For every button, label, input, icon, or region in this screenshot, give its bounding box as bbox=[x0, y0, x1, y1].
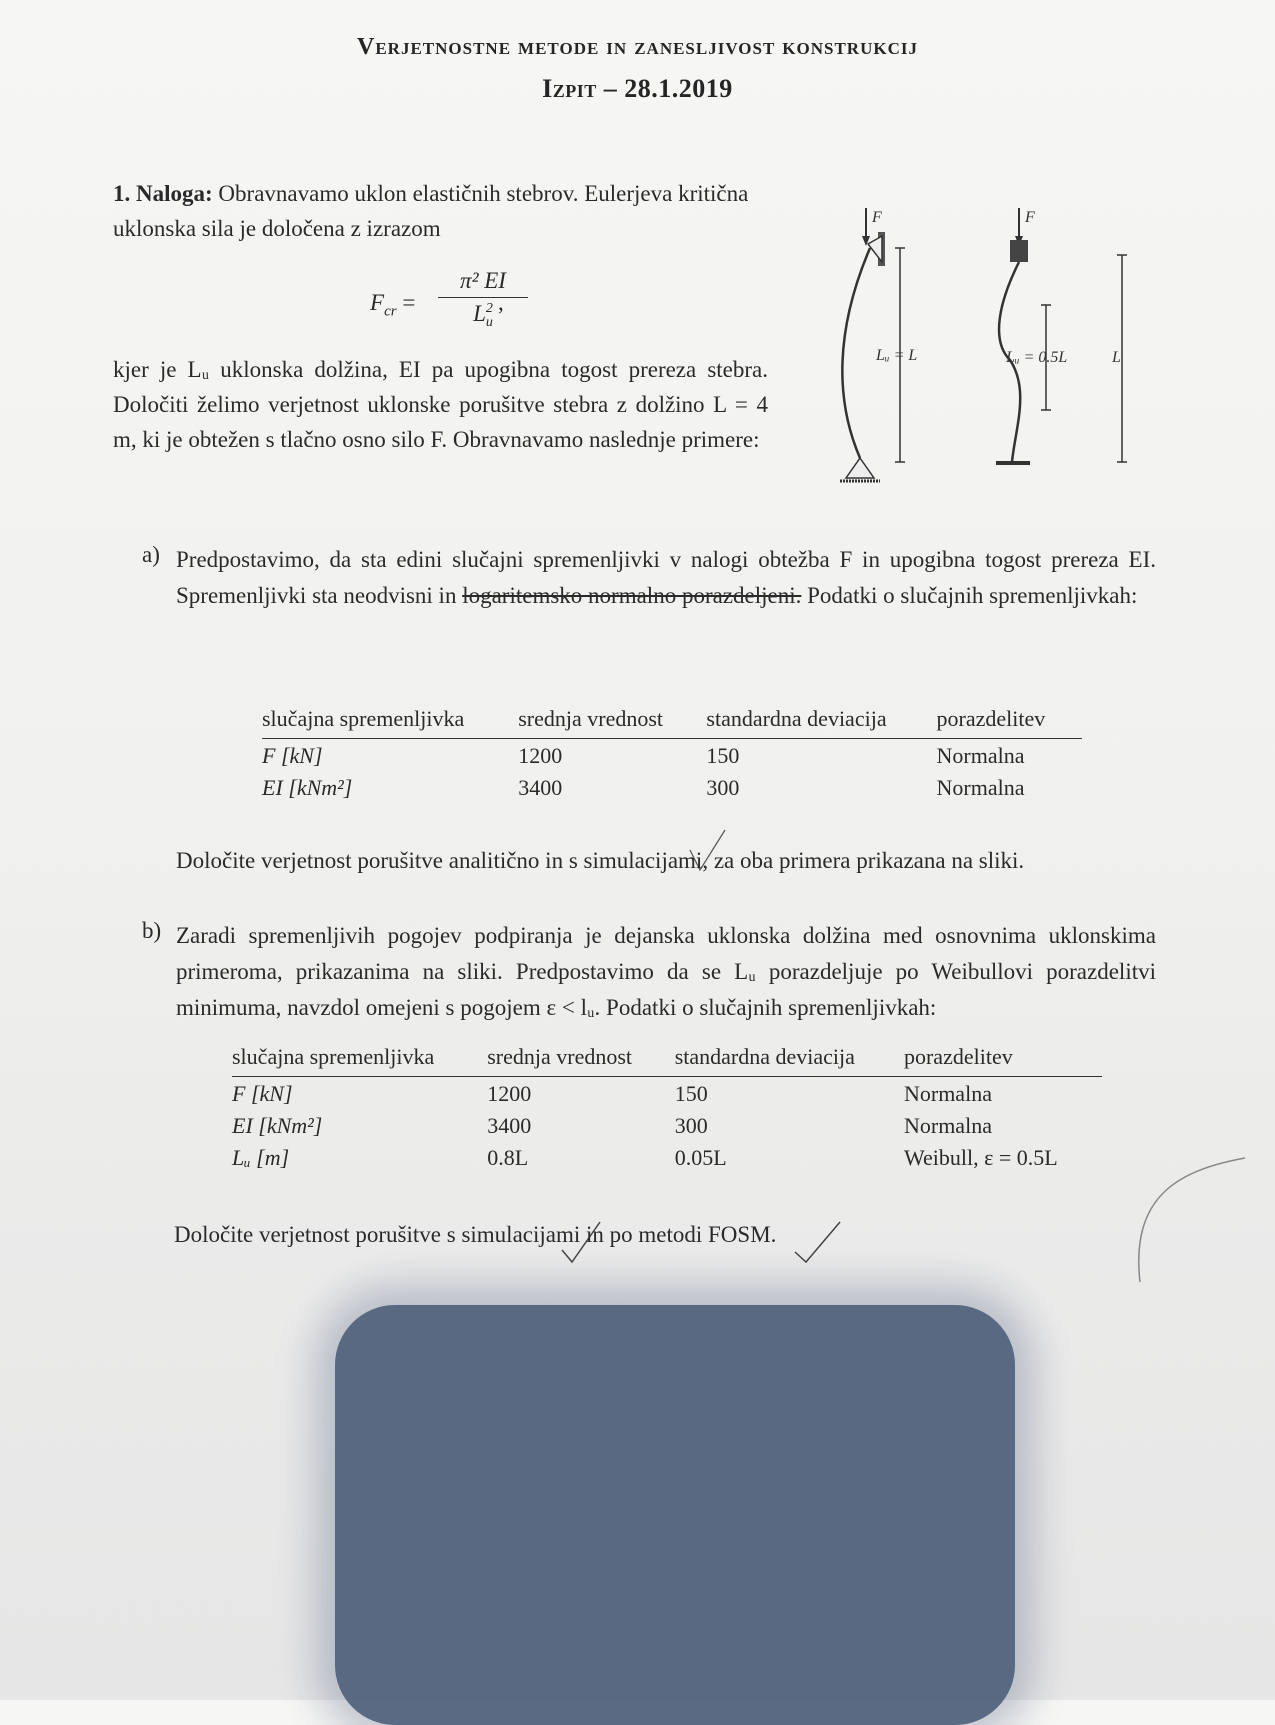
load-label-2: F bbox=[1025, 209, 1035, 226]
table-header-row bbox=[232, 1040, 1102, 1077]
col-std: standardna deviacija bbox=[675, 1040, 904, 1077]
task-intro-text: Obravnavamo uklon elastičnih stebrov. Eulerjeva kritična uklonska sila je določena z izrazom bbox=[113, 181, 749, 241]
col-variable: slučajna spremenljivka bbox=[232, 1040, 487, 1077]
formula-lhs: $F_{cr}$ = bbox=[370, 290, 416, 320]
table-header-row bbox=[262, 702, 1082, 739]
table-row: F [kN] 1200 150 Normalna bbox=[232, 1081, 992, 1106]
part-b-table bbox=[232, 1040, 1102, 1173]
load-label-1: F bbox=[872, 209, 882, 226]
part-b-label: b) bbox=[142, 918, 162, 943]
part-b-text: Zaradi spremenljivih pogojev podpiranja je dejanska uklonska dolžina med osnovnima uklonskima primeroma, prikazanima na sliki. Predpostavimo da se Lᵤ porazdeljuje po Weibullovi porazdelitvi minimuma, navzdol omejeni s pogojem ε < lᵤ. Podatki o slučajnih spremenljivkah: bbox=[176, 923, 1156, 1020]
formula-denominator: L 2 u bbox=[473, 300, 493, 330]
col-distribution: porazdelitev bbox=[937, 702, 1082, 739]
part-a-table bbox=[262, 702, 1082, 803]
task-description: kjer je Lᵤ uklonska dolžina, EI pa upogibna togost prereza stebra. Določiti želimo verjetnost uklonske porušitve stebra z dolžino L = 4 m, ki je obtežen s tlačno osno silo F. Obravnavamo naslednje primere: bbox=[113, 357, 768, 452]
table-row: EI [kNm²] 3400 300 Normalna bbox=[232, 1113, 992, 1138]
phone-shadow bbox=[335, 1305, 1015, 1725]
table-row: EI [kNm²] 3400 300 Normalna bbox=[262, 775, 1025, 800]
length-label-3: L bbox=[1112, 349, 1121, 366]
length-label-1: Lᵤ = L bbox=[876, 347, 918, 364]
table-row: F [kN] 1200 150 Normalna bbox=[262, 743, 1025, 768]
col-std: standardna deviacija bbox=[706, 702, 936, 739]
column-1-deflected bbox=[842, 248, 870, 458]
exam-date: Izpit – 28.1.2019 bbox=[542, 74, 733, 103]
col-mean: srednja vrednost bbox=[487, 1040, 674, 1077]
exam-title: Verjetnostne metode in zanesljivost konstrukcij bbox=[357, 34, 918, 60]
part-b-question: Določite verjetnost porušitve s simulacijami in po metodi FOSM. bbox=[174, 1222, 777, 1247]
part-a-text: Predpostavimo, da sta edini slučajni spremenljivki v nalogi obtežba F in upogibna togost prereza EI. Spremenljivki sta neodvisni in logaritemsko normalno porazdeljeni. Podatki o slučajnih spremenljivkah: bbox=[176, 547, 1156, 608]
table-row: Lᵤ [m] 0.8L 0.05L Weibull, ε = 0.5L bbox=[232, 1145, 1058, 1170]
formula-comma: , bbox=[498, 290, 504, 315]
part-a-label: a) bbox=[142, 542, 160, 567]
col-variable: slučajna spremenljivka bbox=[262, 702, 518, 739]
col-mean: srednja vrednost bbox=[518, 702, 706, 739]
part-a-question: Določite verjetnost porušitve analitično in s simulacijami, za oba primera prikazana na sliki. bbox=[176, 848, 1025, 873]
struck-text: logaritemsko normalno porazdeljeni. bbox=[462, 583, 802, 608]
length-label-2: Lᵤ = 0.5L bbox=[1006, 349, 1068, 366]
formula-numerator: π² EI bbox=[438, 268, 528, 298]
task-number: 1. Naloga: bbox=[113, 181, 213, 206]
col-distribution: porazdelitev bbox=[904, 1040, 1102, 1077]
